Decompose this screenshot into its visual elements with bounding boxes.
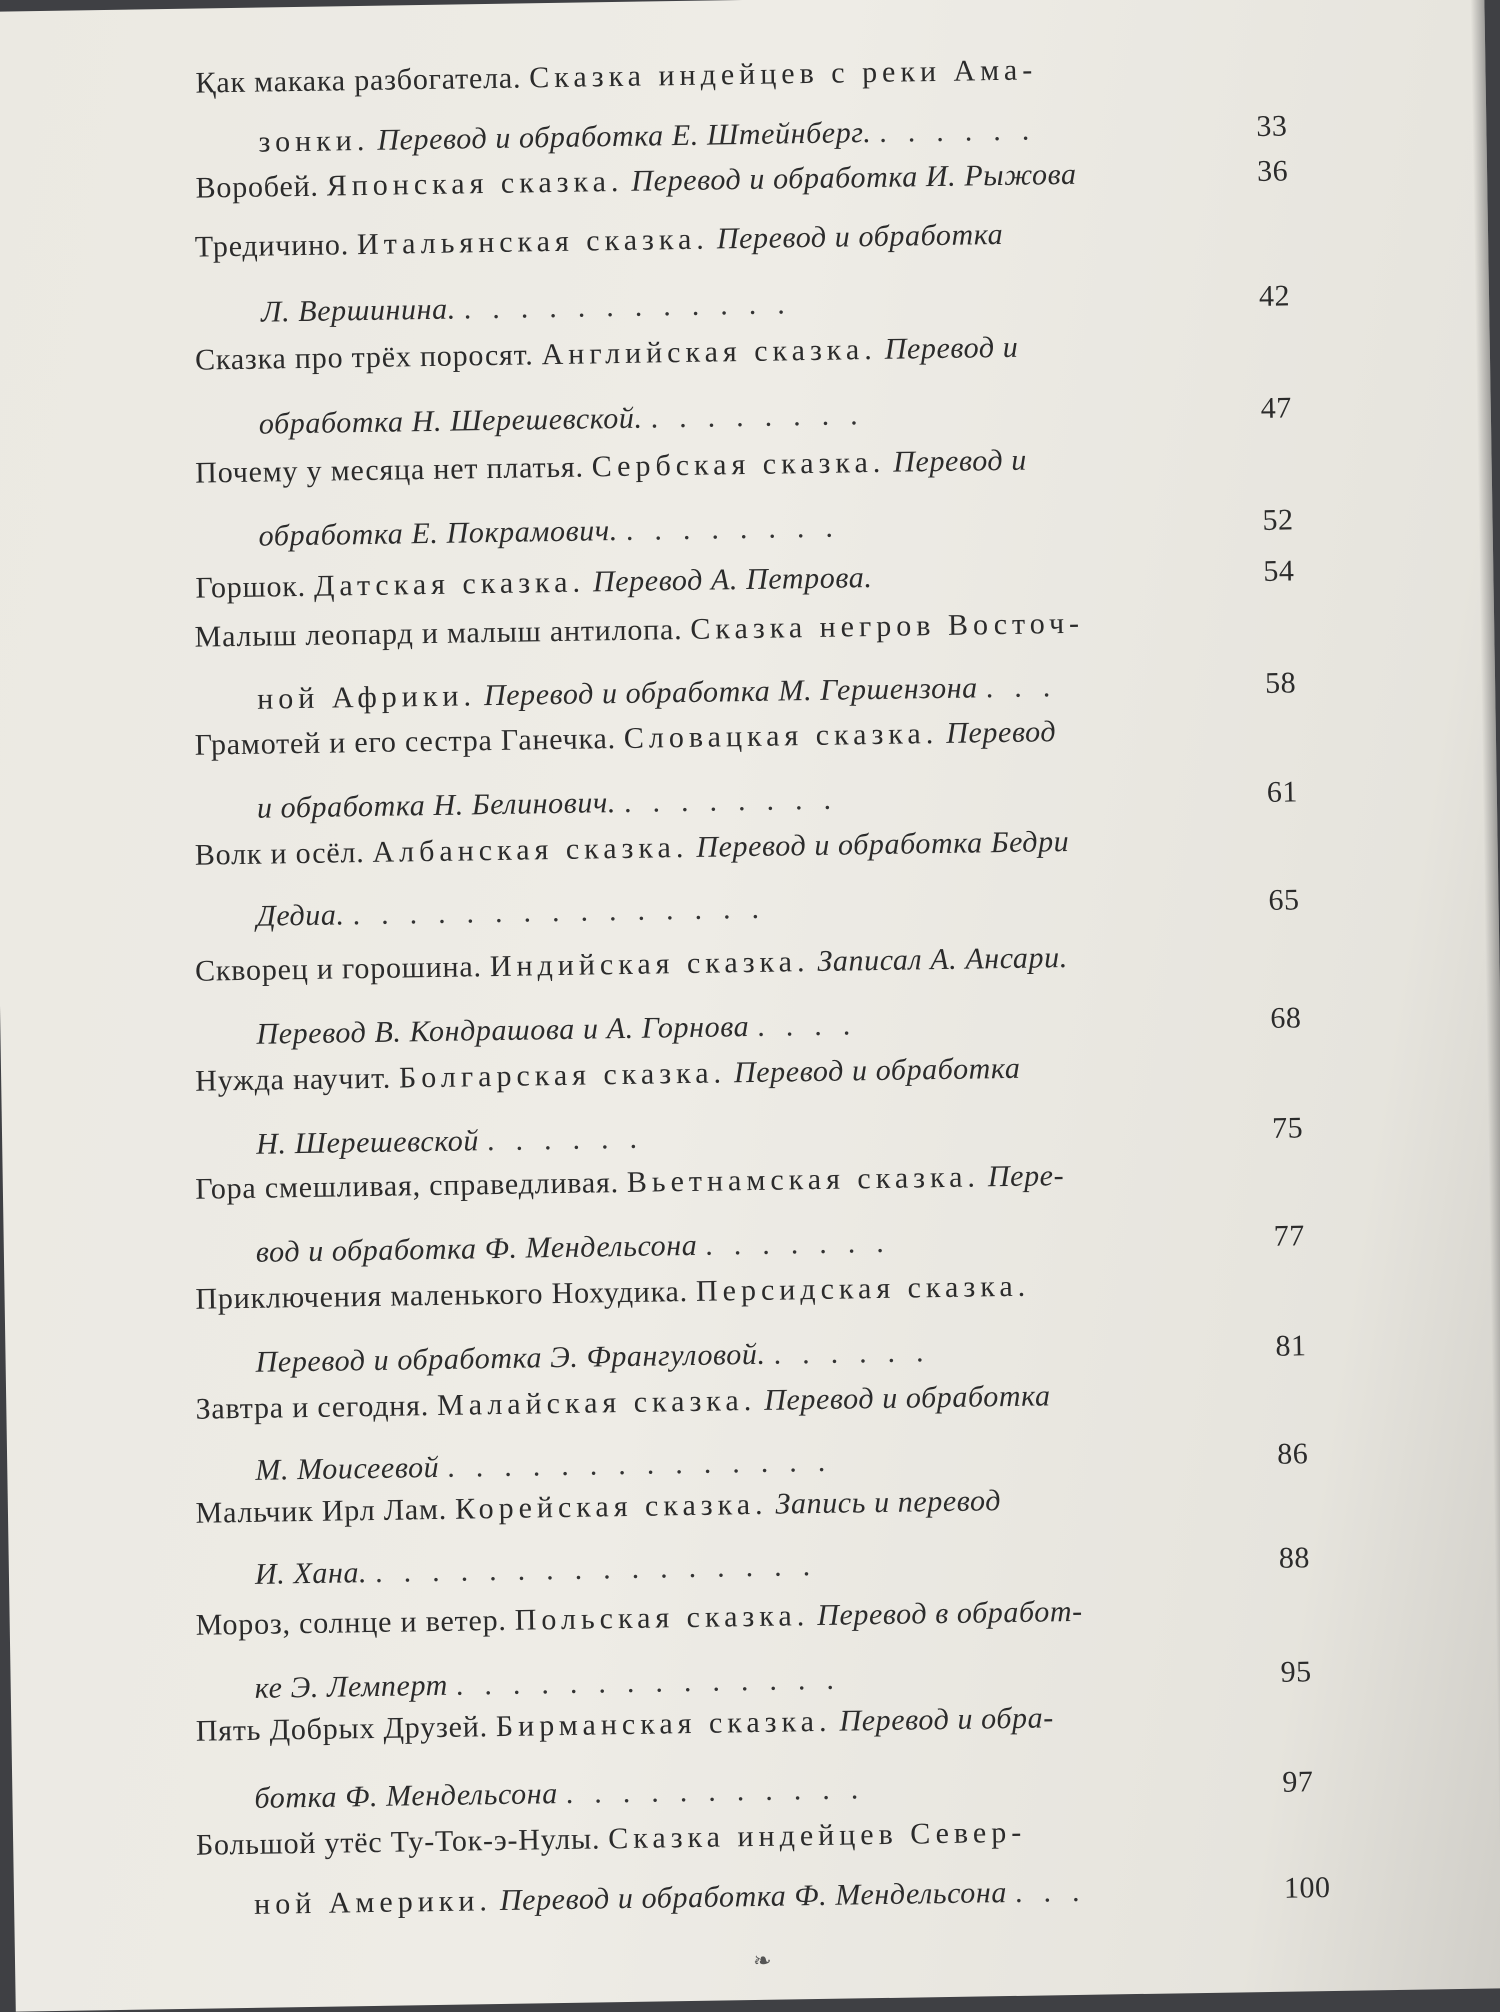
toc-entry-line-2 bbox=[261, 287, 806, 330]
toc-entry-line-2 bbox=[254, 1662, 855, 1705]
entry-title: Гора смешливая, справедливая. bbox=[195, 1166, 620, 1206]
toc-entry-line-1 bbox=[195, 1379, 1051, 1426]
page-number: 75 bbox=[1271, 1111, 1304, 1145]
entry-credit: Перевод в обработ- bbox=[816, 1594, 1083, 1633]
entry-origin: Малайская сказка. bbox=[436, 1383, 757, 1422]
entry-title: Сказка про трёх поросят. bbox=[194, 338, 534, 377]
entry-credit-cont: Дедиа. bbox=[256, 898, 345, 933]
dot-leader: ........ bbox=[625, 510, 855, 547]
dot-leader: .............. bbox=[455, 1662, 856, 1702]
toc-entry-line-2 bbox=[256, 1121, 658, 1161]
entry-origin: Итальянская сказка. bbox=[356, 222, 710, 262]
entry-title: Грамотей и его сестра Ганечка. bbox=[194, 722, 617, 762]
page-number: 88 bbox=[1278, 1541, 1311, 1575]
toc-entry-line-2 bbox=[255, 1445, 846, 1488]
entry-title: Воробей. bbox=[195, 169, 319, 205]
entry-credit: Перевод и обработка bbox=[733, 1051, 1021, 1090]
toc-entry-line-2 bbox=[256, 1008, 871, 1052]
page-number: 68 bbox=[1270, 1001, 1302, 1035]
page-number: 95 bbox=[1280, 1655, 1312, 1689]
entry-origin: Сказка негров Восточ- bbox=[690, 606, 1085, 646]
entry-title: Пять Добрых Друзей. bbox=[195, 1710, 489, 1748]
entry-origin: Персидская сказка. bbox=[695, 1269, 1031, 1308]
printer-mark: ❧ bbox=[752, 1947, 772, 1974]
toc-entry-line-2 bbox=[258, 510, 854, 553]
entry-title: Қак макака разбогатела. bbox=[195, 61, 522, 100]
entry-credit: Записал А. Ансари. bbox=[817, 941, 1069, 978]
entry-origin: Сказка индейцев Север- bbox=[607, 1815, 1027, 1856]
entry-title: Завтра и сегодня. bbox=[195, 1389, 430, 1426]
entry-title: Мороз, солнце и ветер. bbox=[195, 1603, 507, 1642]
entry-credit-cont: М. Моисеевой bbox=[255, 1450, 440, 1487]
entry-origin-cont: зонки. bbox=[258, 123, 370, 159]
dot-leader: ................ bbox=[374, 1548, 832, 1589]
entry-credit: Перевод и обработка Бедри bbox=[696, 824, 1070, 864]
entry-title: Большой утёс Ту-Ток-э-Нулы. bbox=[195, 1822, 601, 1862]
entry-credit-cont: Н. Шерешевской bbox=[255, 1124, 480, 1161]
page-number: 54 bbox=[1263, 554, 1295, 588]
entry-credit: Перевод и обработка bbox=[763, 1379, 1051, 1417]
entry-credit-cont: обработка Н. Шерешевской. bbox=[258, 401, 643, 441]
dot-leader: ...... bbox=[486, 1121, 659, 1158]
dot-leader: ....... bbox=[705, 1225, 906, 1262]
page-number: 33 bbox=[1256, 109, 1288, 143]
toc-entry-line-1 bbox=[195, 218, 1004, 265]
page-number: 81 bbox=[1275, 1329, 1307, 1363]
page-number: 77 bbox=[1273, 1219, 1306, 1253]
toc-entry[interactable] bbox=[0, 0, 1484, 159]
entry-credit-cont: ботка Ф. Мендельсона bbox=[254, 1777, 559, 1815]
entry-credit-cont: обработка Е. Покрамович. bbox=[258, 514, 619, 553]
entry-title: Приключения маленького Нохудика. bbox=[195, 1275, 689, 1316]
entry-credit: Перевод и bbox=[892, 443, 1028, 479]
toc-entry-line-2 bbox=[256, 1226, 905, 1270]
dot-leader: ...... bbox=[773, 1334, 945, 1371]
entry-origin: Индийская сказка. bbox=[489, 945, 810, 984]
toc-entry-line-2 bbox=[259, 398, 879, 442]
toc-entry-line-2 bbox=[258, 113, 1050, 159]
toc-entry-line-2 bbox=[255, 1335, 944, 1380]
dot-leader: ...... bbox=[879, 113, 1051, 149]
entry-credit-cont: И. Хана. bbox=[254, 1556, 368, 1591]
entry-title: Малыш леопард и малыш антилопа. bbox=[194, 613, 683, 654]
page-number: 61 bbox=[1266, 775, 1299, 809]
entry-credit: Перевод и обработка bbox=[716, 217, 1004, 256]
entry-credit-cont: и обработка Н. Белинович. bbox=[256, 786, 617, 825]
entry-credit: Пере- bbox=[987, 1159, 1065, 1194]
entry-origin: Сербская сказка. bbox=[591, 445, 886, 484]
page-number: 47 bbox=[1260, 391, 1293, 425]
entry-credit: Перевод и bbox=[884, 330, 1019, 366]
entry-origin: Японская сказка. bbox=[326, 164, 624, 203]
entry-origin-cont: ной Америки. bbox=[253, 1884, 493, 1921]
entry-origin: Польская сказка. bbox=[514, 1599, 810, 1637]
dot-leader: .............. bbox=[446, 1444, 847, 1484]
entry-credit-cont: Л. Вершинина. bbox=[260, 292, 457, 329]
dot-leader: ............... bbox=[352, 891, 781, 932]
toc-entry-line-2 bbox=[257, 782, 853, 825]
entry-credit: Перевод и обра- bbox=[839, 1701, 1055, 1738]
page-number: 58 bbox=[1264, 666, 1297, 700]
dot-leader: ........... bbox=[565, 1772, 880, 1810]
dot-leader: .... bbox=[756, 1008, 872, 1043]
toc-entry-line-1 bbox=[195, 1484, 1001, 1531]
entry-credit-cont: ке Э. Лемперт bbox=[254, 1668, 449, 1705]
dot-leader: ............ bbox=[463, 287, 806, 326]
entry-title: Волк и осёл. bbox=[194, 836, 365, 872]
dot-leader: ... bbox=[1014, 1874, 1101, 1909]
toc-entry-line-1 bbox=[195, 158, 1077, 206]
dot-leader: ........ bbox=[623, 782, 853, 819]
toc-entry-line-2 bbox=[257, 670, 1072, 717]
toc-entry-line-1 bbox=[195, 1159, 1064, 1207]
entry-credit-cont: Перевод В. Кондрашова и А. Горнова bbox=[256, 1010, 750, 1051]
entry-origin: Бирманская сказка. bbox=[495, 1704, 832, 1744]
page-number: 36 bbox=[1256, 154, 1289, 188]
entry-credit-cont: Перевод и обработка Ф. Мендельсона bbox=[499, 1876, 1008, 1918]
entry-origin: Корейская сказка. bbox=[454, 1487, 768, 1526]
entry-origin: Болгарская сказка. bbox=[398, 1056, 727, 1095]
toc-entry-line-1 bbox=[195, 941, 1068, 989]
entry-credit-cont: Перевод и обработка Е. Штейнберг. bbox=[377, 115, 872, 157]
entry-credit-cont: вод и обработка Ф. Мендельсона bbox=[255, 1228, 698, 1269]
entry-credit: Перевод bbox=[945, 715, 1057, 750]
toc-entry-line-2 bbox=[255, 1549, 832, 1592]
toc-entry-line-1 bbox=[196, 1701, 1055, 1748]
entry-title: Скворец и горошина. bbox=[194, 950, 483, 988]
page-number: 52 bbox=[1262, 503, 1294, 537]
page-number: 65 bbox=[1268, 883, 1300, 917]
toc-entry-line-1 bbox=[195, 1270, 1030, 1317]
toc-entry-line-1 bbox=[195, 331, 1019, 378]
entry-credit: Перевод и обработка И. Рыжова bbox=[631, 157, 1077, 198]
toc-entry-line-1 bbox=[194, 607, 1084, 655]
toc-entry-line-1 bbox=[195, 1595, 1083, 1643]
toc-entry-line-2 bbox=[254, 1875, 1101, 1922]
entry-origin: Словацкая сказка. bbox=[623, 717, 939, 755]
toc-entry-line-1 bbox=[196, 1816, 1027, 1863]
entry-origin: Датская сказка. bbox=[313, 565, 586, 603]
entry-origin: Вьетнамская сказка. bbox=[626, 1160, 981, 1199]
entry-origin: Сказка индейцев с реки Ама- bbox=[528, 53, 1038, 95]
toc-entry-line-2 bbox=[256, 892, 780, 934]
toc-entry-line-2 bbox=[254, 1772, 879, 1816]
entry-origin: Английская сказка. bbox=[541, 332, 877, 372]
entry-title: Мальчик Ирл Лам. bbox=[195, 1492, 448, 1530]
toc-entry-line-1 bbox=[195, 1052, 1021, 1099]
page-number: 42 bbox=[1258, 279, 1291, 313]
page-number: 97 bbox=[1282, 1765, 1314, 1799]
dot-leader: ... bbox=[985, 669, 1072, 705]
entry-origin: Албанская сказка. bbox=[372, 830, 689, 869]
dot-leader: ........ bbox=[650, 397, 879, 435]
entry-credit: Перевод А. Петрова. bbox=[592, 561, 873, 599]
entry-credit: Запись и перевод bbox=[775, 1484, 1002, 1521]
entry-title: Тредичино. bbox=[194, 228, 350, 264]
entry-credit-cont: Перевод и обработка М. Гершензона bbox=[483, 671, 979, 713]
entry-title: Почему у месяца нет платья. bbox=[194, 450, 585, 490]
entry-title: Горшок. bbox=[195, 569, 307, 605]
toc-entry-line-1 bbox=[194, 715, 1056, 763]
page-number: 86 bbox=[1276, 1437, 1309, 1471]
toc-entry-line-1 bbox=[195, 53, 1037, 100]
entry-credit-cont: Перевод и обработка Э. Франгуловой. bbox=[255, 1337, 766, 1379]
toc-entry-line-1 bbox=[195, 561, 873, 606]
entry-title: Нужда научит. bbox=[194, 1061, 392, 1098]
toc-entry-line-1 bbox=[195, 444, 1027, 491]
toc-entry-line-1 bbox=[195, 825, 1070, 873]
entry-origin-cont: ной Африки. bbox=[256, 679, 477, 716]
page-number: 100 bbox=[1283, 1870, 1331, 1905]
